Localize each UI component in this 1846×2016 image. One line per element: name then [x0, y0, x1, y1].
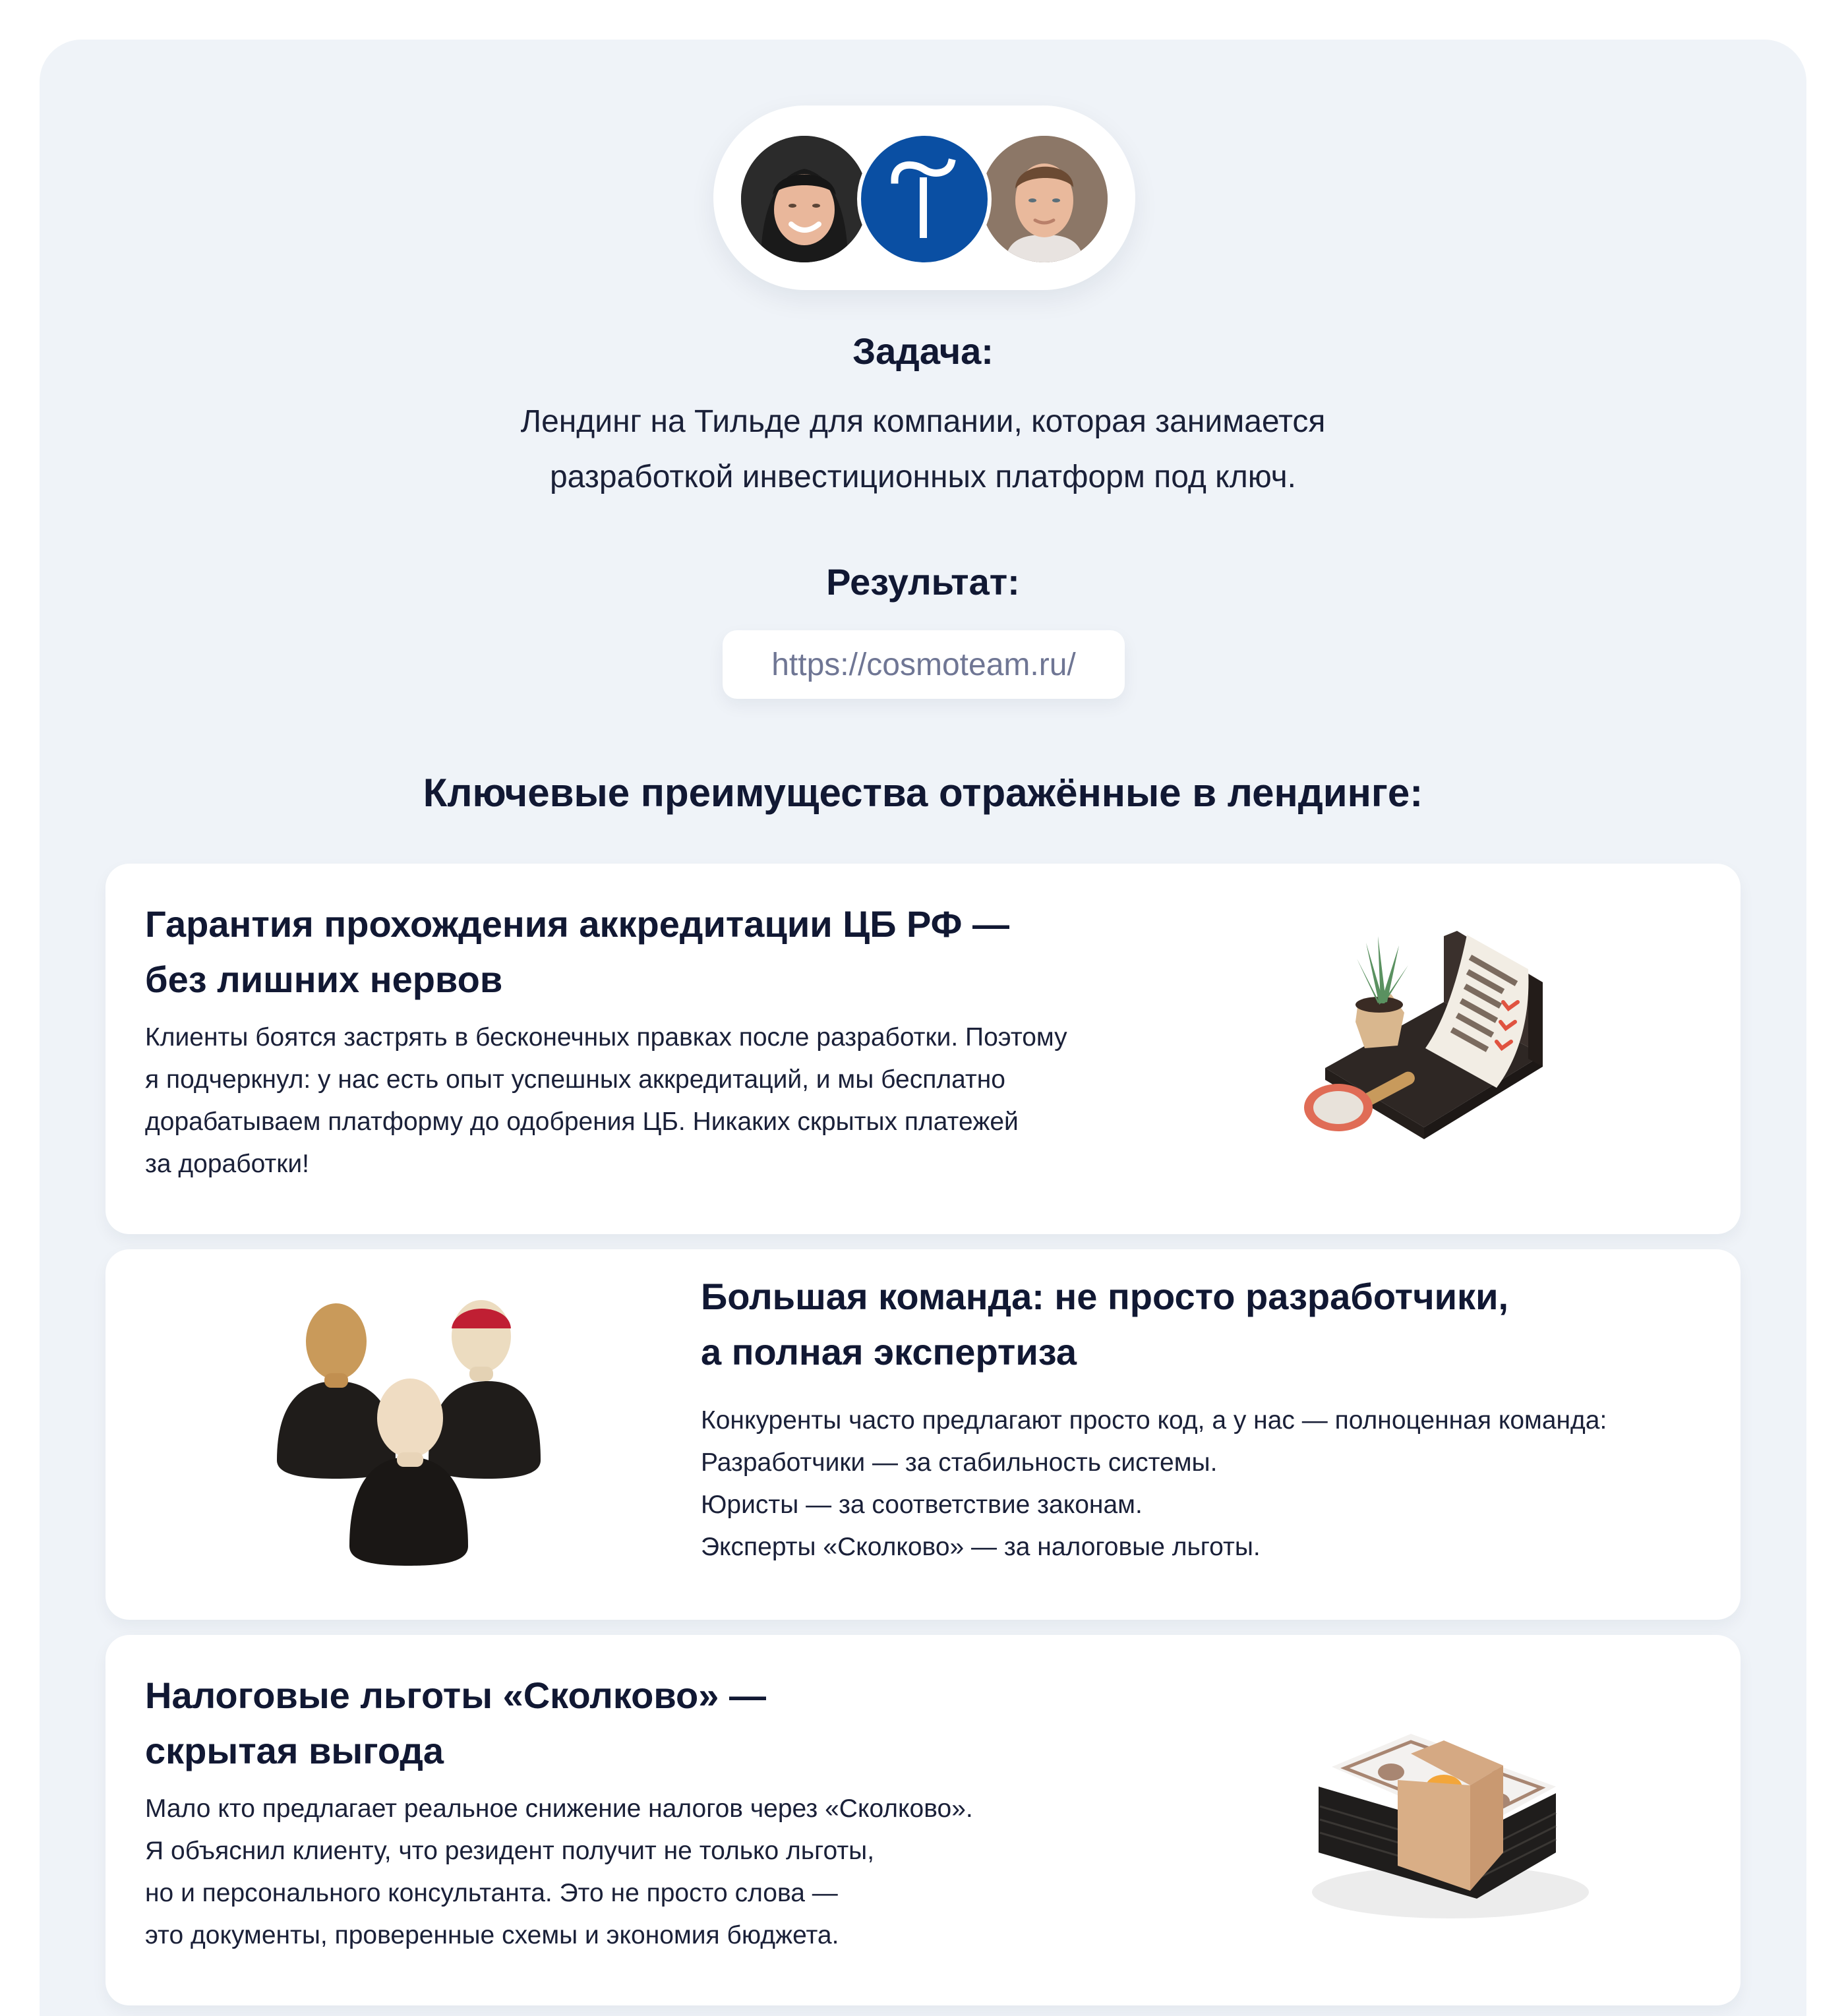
card-text: Клиенты боятся застрять в бесконечных правках после разработки. Поэтому я подчеркнул: у нас есть опыт успешных аккредитаций, и мы бесплатно дорабатываем платформу до одобрения ЦБ. Никаких скрытых платежей за доработки! [145, 1023, 1067, 1178]
result-title: Результат: [826, 561, 1020, 603]
money-stack-illustration-icon [1279, 1714, 1595, 1942]
checklist-illustration-icon [1279, 916, 1582, 1157]
avatar-person-left [737, 132, 872, 266]
task-title: Задача: [852, 330, 994, 372]
person-photo-icon [981, 136, 1108, 262]
card-text: Конкуренты часто предлагают просто код, а у нас — полноценная команда: Разработчики — за стабильность системы. Юристы — за соответствие законам. Эксперты «Сколково» — за налоговые льготы. [701, 1406, 1607, 1561]
person-photo-icon [741, 136, 868, 262]
tilda-logo-icon [888, 156, 961, 242]
task-line: разработкой инвестиционных платформ под ключ. [549, 460, 1297, 494]
advantages-title: Ключевые преимущества отражённые в лендинге: [423, 771, 1423, 815]
team-figures-illustration-icon [264, 1289, 541, 1582]
avatar-tilda-logo [857, 132, 992, 266]
advantage-card-team [105, 1249, 1741, 1620]
card-text: Мало кто предлагает реальное снижение налогов через «Сколково». Я объяснил клиенту, что резидент получит не только льготы, но и персонального консультанта. Это не просто слова — это документы, проверенные схемы и экономия бюджета. [145, 1794, 973, 1949]
task-line: Лендинг на Тильде для компании, которая занимается [520, 404, 1326, 439]
avatar-person-right [977, 132, 1112, 266]
advantage-card-skolkovo [105, 1635, 1741, 2005]
advantage-card-accreditation [105, 864, 1741, 1234]
avatar-group [713, 105, 1135, 290]
card-title: Налоговые льготы «Сколково» — скрытая выгода [145, 1675, 766, 1771]
task-description [0, 394, 1846, 505]
card-title: Гарантия прохождения аккредитации ЦБ РФ — без лишних нервов [145, 903, 1009, 1000]
result-url-link[interactable]: https://cosmoteam.ru/ [723, 630, 1125, 699]
card-title: Большая команда: не просто разработчики, а полная экспертиза [701, 1276, 1509, 1373]
